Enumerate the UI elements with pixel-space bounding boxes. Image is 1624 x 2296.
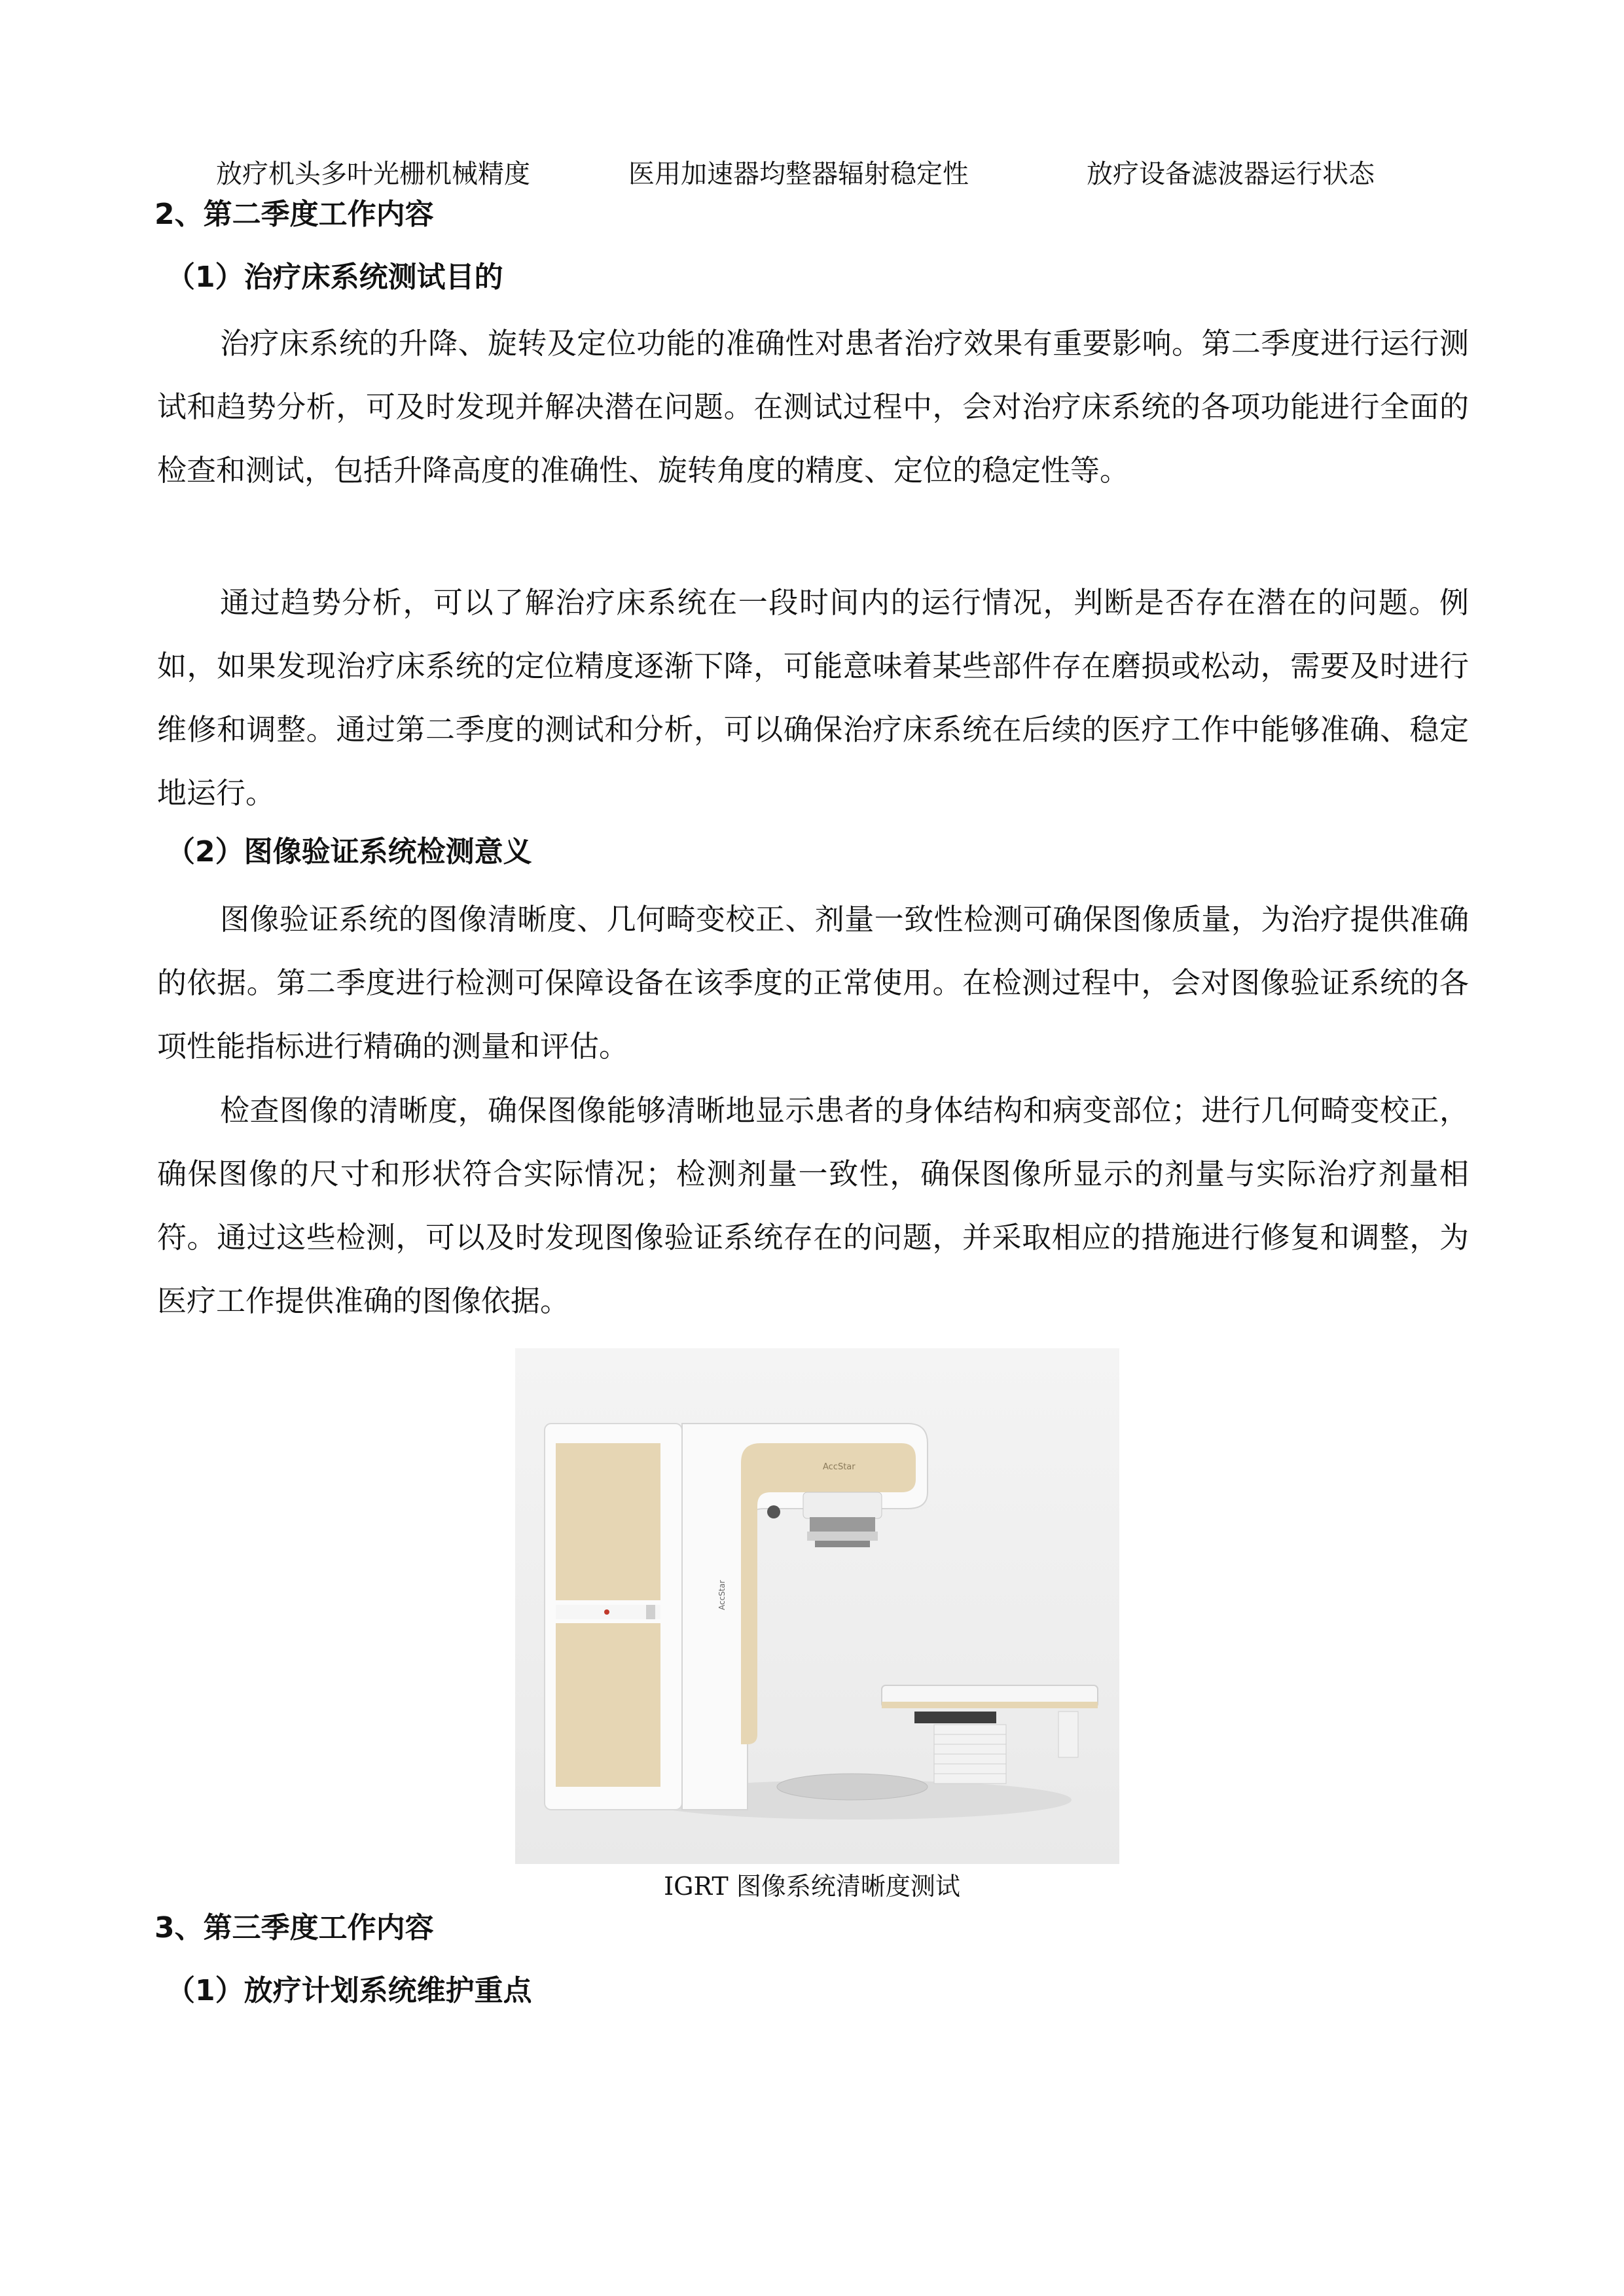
paragraph: 通过趋势分析，可以了解治疗床系统在一段时间内的运行情况，判断是否存在潜在的问题。例如，如果发现治疗床系统的定位精度逐渐下降，可能意味着某些部件存在磨损或松动，需要及时进行维修和调整。通过第二季度的测试和分析，可以确保治疗床系统在后续的医疗工作中能够准确、稳定地运行。 — [157, 585, 1469, 810]
brand-label-top: AccStar — [823, 1462, 856, 1472]
igrt-device-image — [515, 1348, 1119, 1864]
brand-label-side: AccStar — [717, 1580, 727, 1610]
caption-filter-status: 放疗设备滤波器运行状态 — [1087, 159, 1375, 189]
section3-sub1-heading: （1）放疗计划系统维护重点 — [166, 1974, 532, 2007]
paragraph: 检查图像的清晰度，确保图像能够清晰地显示患者的身体结构和病变部位；进行几何畸变校正，确保图像的尺寸和形状符合实际情况；检测剂量一致性，确保图像所显示的剂量与实际治疗剂量相符。通过这些检测，可以及时发现图像验证系统存在的问题，并采取相应的措施进行修复和调整，为医疗工作提供准确的图像依据。 — [157, 1093, 1469, 1318]
section2-heading: 2、第二季度工作内容 — [154, 198, 434, 231]
caption-mlc: 放疗机头多叶光栅机械精度 — [216, 159, 530, 189]
caption-flattening-filter: 医用加速器均整器辐射稳定性 — [628, 159, 969, 189]
paragraph: 图像验证系统的图像清晰度、几何畸变校正、剂量一致性检测可确保图像质量，为治疗提供准确的依据。第二季度进行检测可保障设备在该季度的正常使用。在检测过程中，会对图像验证系统的各项性能指标进行精确的测量和评估。 — [157, 902, 1469, 1064]
section2-sub1-heading: （1）治疗床系统测试目的 — [166, 260, 503, 294]
section2-sub2-heading: （2）图像验证系统检测意义 — [166, 835, 532, 869]
paragraph: 治疗床系统的升降、旋转及定位功能的准确性对患者治疗效果有重要影响。第二季度进行运行测试和趋势分析，可及时发现并解决潜在问题。在测试过程中，会对治疗床系统的各项功能进行全面的检查和测试，包括升降高度的准确性、旋转角度的精度、定位的稳定性等。 — [157, 326, 1469, 488]
section3-heading: 3、第三季度工作内容 — [154, 1911, 434, 1945]
figure-caption: IGRT 图像系统清晰度测试 — [664, 1872, 960, 1901]
image-captions-row — [216, 154, 1460, 194]
